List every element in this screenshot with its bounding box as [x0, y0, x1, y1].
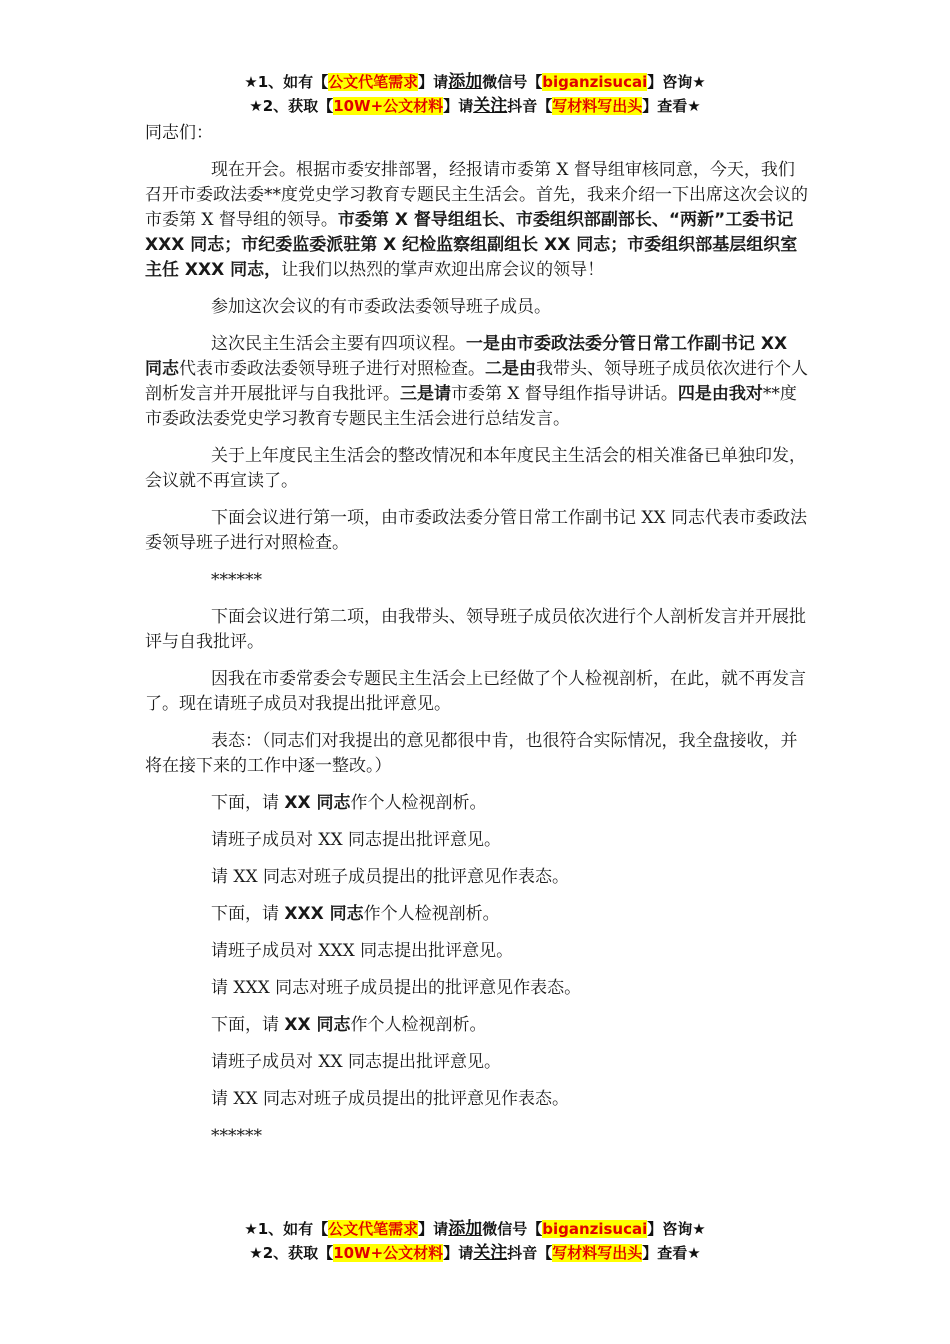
separator: ****** — [211, 1126, 262, 1146]
review-line: 请 XX 同志对班子成员提出的批评意见作表态。 — [211, 1089, 570, 1109]
document-body — [145, 121, 810, 1149]
highlight-wechat-id: biganzisucai — [542, 73, 648, 91]
highlight-writing-service: 公文代笔需求 — [328, 73, 419, 91]
highlight-wechat-id: biganzisucai — [542, 1220, 648, 1238]
review-line: 请班子成员对 XX 同志提出批评意见。 — [211, 830, 502, 850]
highlight-douyin-account: 写材料写出头 — [552, 1244, 643, 1262]
highlight-materials: 10W+公文材料 — [333, 97, 444, 115]
highlight-writing-service: 公文代笔需求 — [328, 1220, 419, 1238]
review-line: 下面，请 XX 同志作个人检视剖析。 — [211, 1015, 487, 1035]
paragraph-self-review: 因我在市委常委会专题民主生活会上已经做了个人检视剖析，在此，就不再发言了。现在请班子成员对我提出批评意见。 — [145, 669, 806, 714]
paragraph-item-one: 下面会议进行第一项，由市委政法委分管日常工作副书记 XX 同志代表市委政法委领导班子进行对照检查。 — [145, 508, 808, 553]
highlight-douyin-account: 写材料写出头 — [552, 97, 643, 115]
highlight-materials: 10W+公文材料 — [333, 1244, 444, 1262]
banner-line-1: ★1、如有【公文代笔需求】请添加微信号【biganzisucai】咨询★ — [244, 72, 706, 92]
paragraph-opening: 现在开会。根据市委安排部署，经报请市委第 X 督导组审核同意，今天，我们召开市委政法委**度党史学习教育专题民主生活会。首先，我来介绍一下出席这次会议的市委第 X 督导组的领导。市委第 X 督导组组长、市委组织部副部长、“两新”工委书记 XXX 同志；市纪委监委派驻第 X 纪检监察组副组长 XX 同志；市委组织部基层组织室主任 XXX 同志，让我们以热烈的掌声欢迎出席会议的领导！ — [145, 160, 808, 280]
paragraph-attendees: 参加这次会议的有市委政法委领导班子成员。 — [211, 297, 551, 317]
review-line: 请 XXX 同志对班子成员提出的批评意见作表态。 — [211, 978, 582, 998]
review-line: 请班子成员对 XXX 同志提出批评意见。 — [211, 941, 514, 961]
review-line: 请班子成员对 XX 同志提出批评意见。 — [211, 1052, 502, 1072]
header-banner — [0, 70, 950, 118]
separator: ****** — [211, 570, 262, 590]
review-line: 请 XX 同志对班子成员提出的批评意见作表态。 — [211, 867, 570, 887]
banner-line-2: ★2、获取【10W+公文材料】请关注抖音【写材料写出头】查看★ — [249, 1243, 701, 1263]
paragraph-statement: 表态：（同志们对我提出的意见都很中肯，也很符合实际情况，我全盘接收，并将在接下来的工作中逐一整改。） — [145, 731, 798, 776]
footer-banner — [0, 1217, 950, 1265]
greeting: 同志们： — [145, 123, 213, 143]
paragraph-rectification: 关于上年度民主生活会的整改情况和本年度民主生活会的相关准备已单独印发，会议就不再宣读了。 — [145, 446, 806, 491]
review-line: 下面，请 XXX 同志作个人检视剖析。 — [211, 904, 500, 924]
banner-line-1: ★1、如有【公文代笔需求】请添加微信号【biganzisucai】咨询★ — [244, 1219, 706, 1239]
banner-line-2: ★2、获取【10W+公文材料】请关注抖音【写材料写出头】查看★ — [249, 96, 701, 116]
review-line: 下面，请 XX 同志作个人检视剖析。 — [211, 793, 487, 813]
paragraph-agenda: 这次民主生活会主要有四项议程。一是由市委政法委分管日常工作副书记 XX 同志代表市委政法委领导班子进行对照检查。二是由我带头、领导班子成员依次进行个人剖析发言并开展批评与自我批评。三是请市委第 X 督导组作指导讲话。四是由我对**度市委政法委党史学习教育专题民主生活会进行总结发言。 — [145, 334, 808, 429]
paragraph-item-two: 下面会议进行第二项，由我带头、领导班子成员依次进行个人剖析发言并开展批评与自我批评。 — [145, 607, 806, 652]
